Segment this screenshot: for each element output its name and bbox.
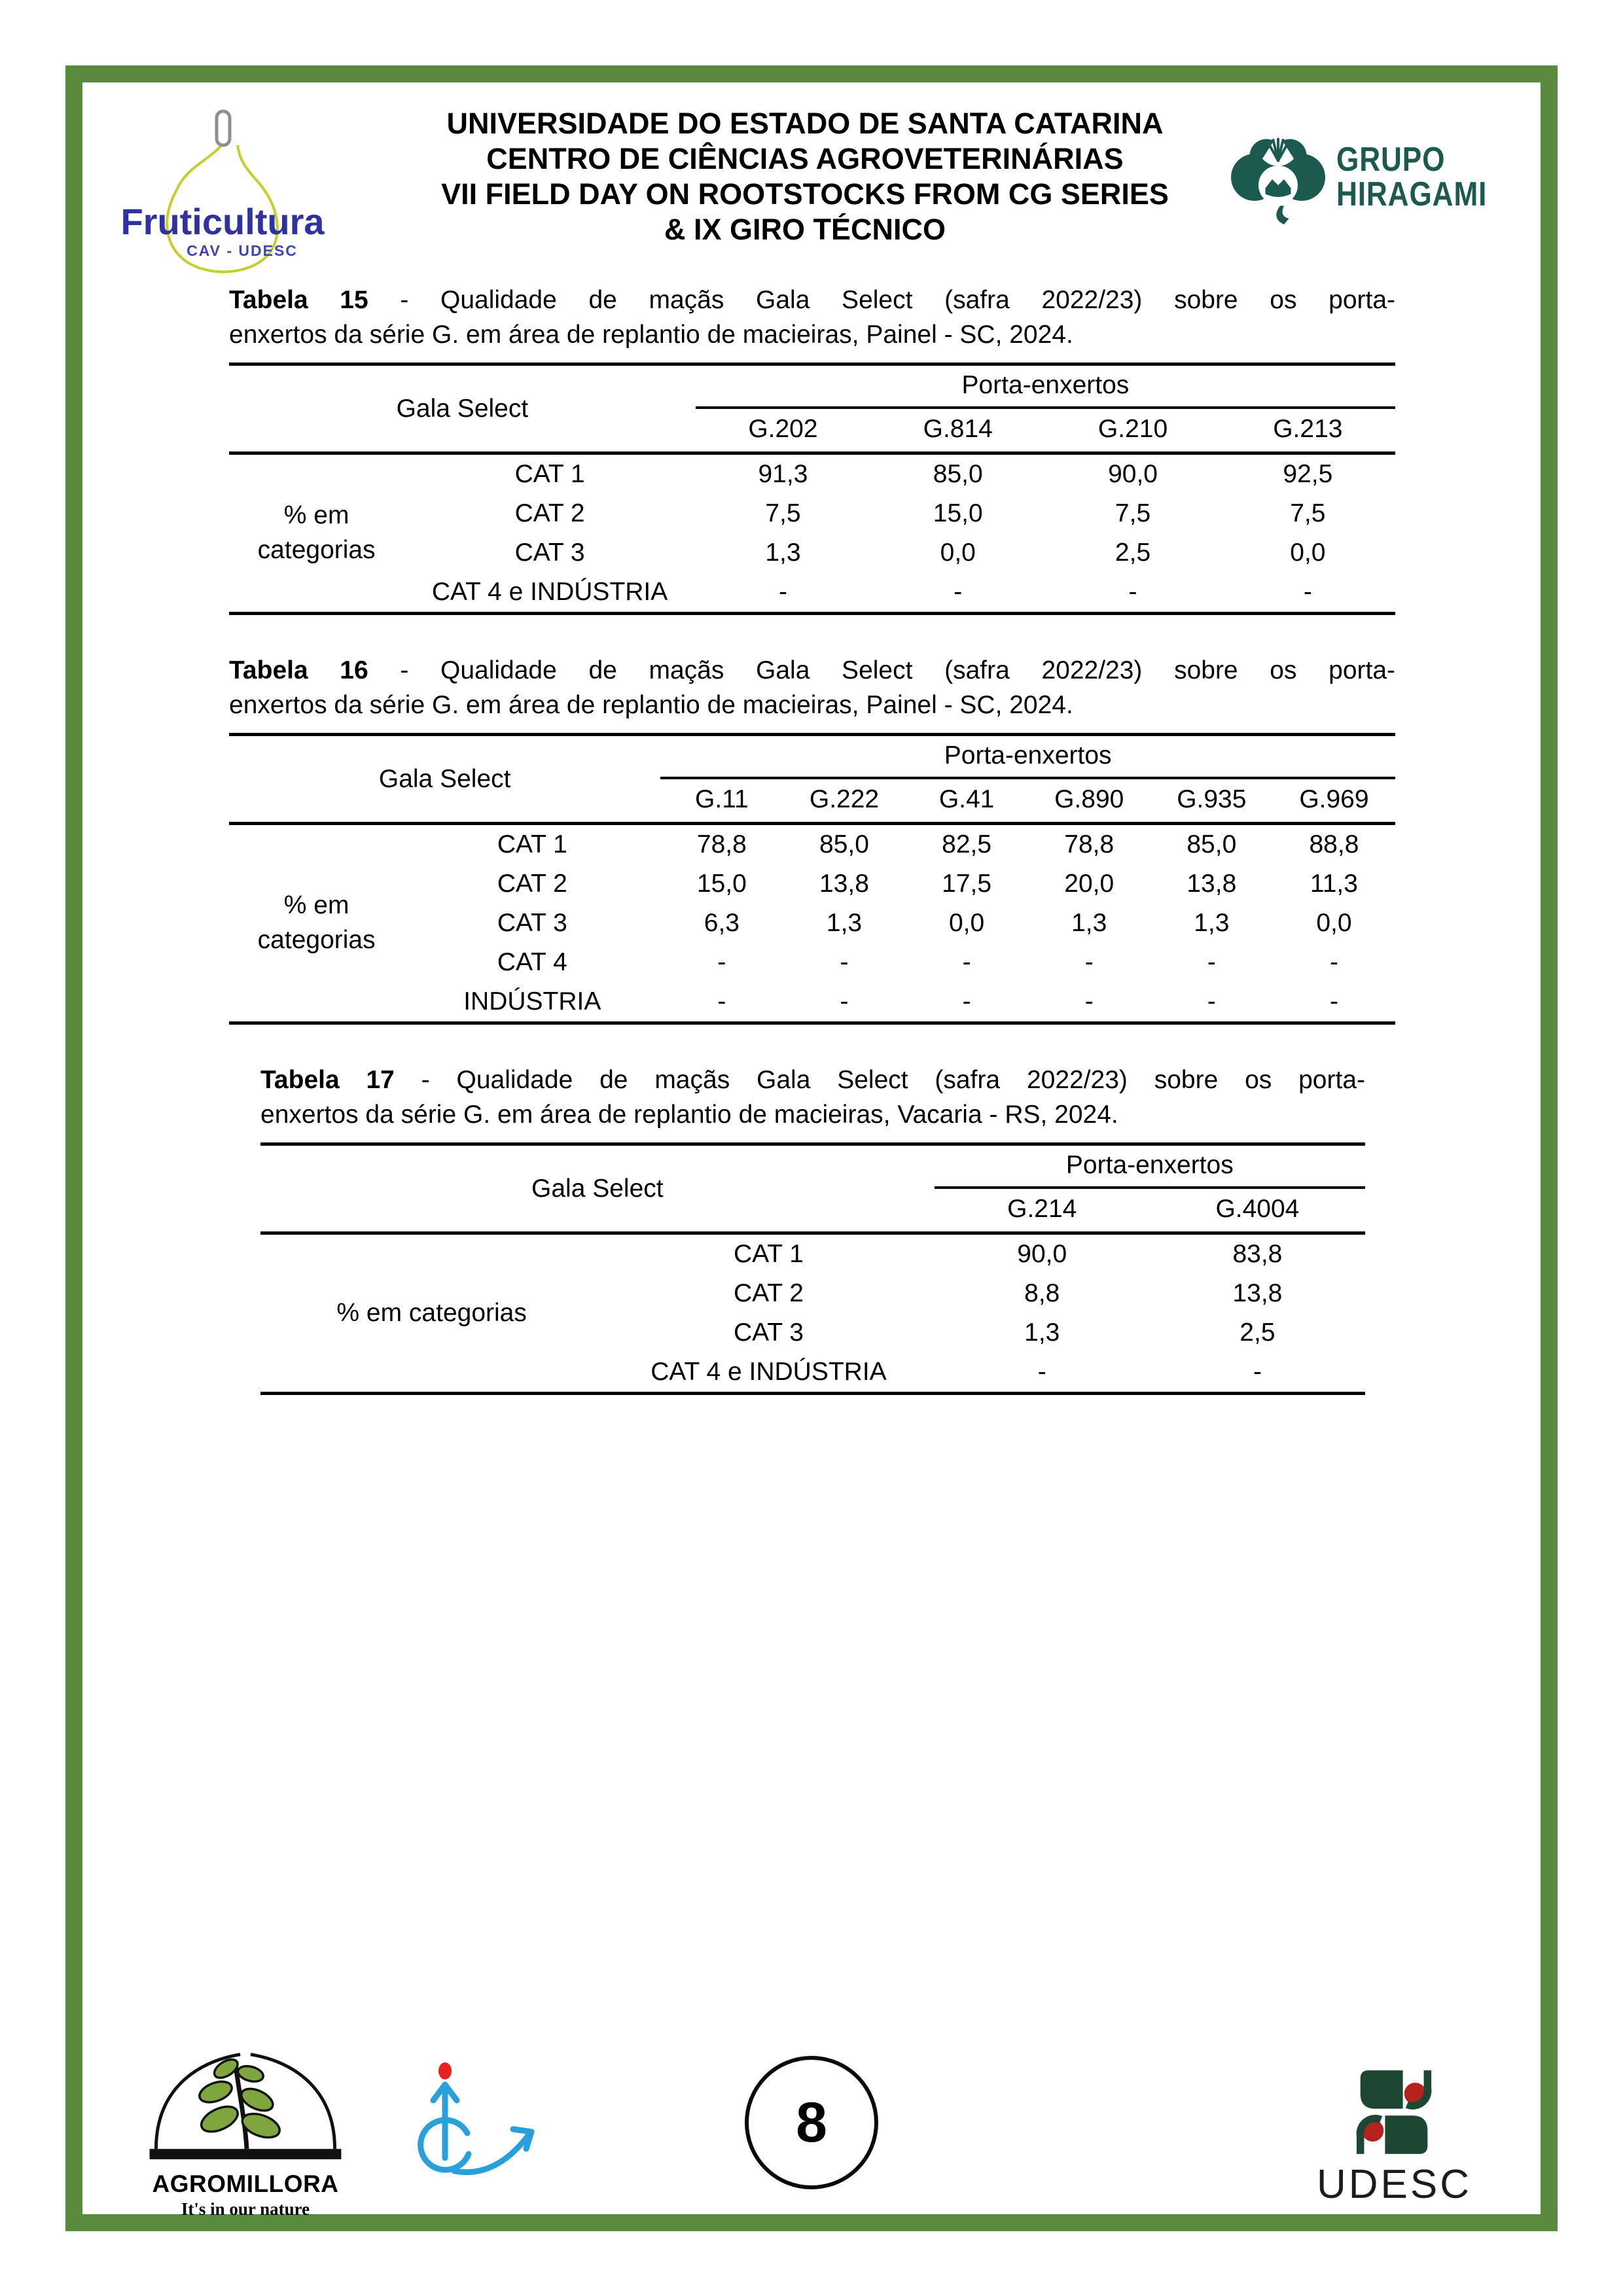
table-17-caption-text1: - Qualidade de maçãs Gala Select (safra 2022/23) sobre os porta-	[394, 1066, 1365, 1094]
value-cell: 2,5	[1240, 1318, 1275, 1347]
udesc-logo	[1317, 2069, 1471, 2208]
value-cell: -	[717, 948, 726, 976]
category-cell: CAT 4 e INDÚSTRIA	[431, 578, 668, 606]
table-15-caption-text1: - Qualidade de maçãs Gala Select (safra 2022/23) sobre os porta-	[368, 286, 1396, 314]
value-cell: 0,0	[940, 539, 976, 567]
value-cell: -	[962, 948, 971, 976]
row-group-cell: % em categorias	[336, 1298, 527, 1327]
value-cell: 78,8	[1064, 830, 1115, 858]
value-cell: 2,5	[1115, 539, 1151, 567]
table-16-caption-text1: - Qualidade de maçãs Gala Select (safra 2022/23) sobre os porta-	[368, 656, 1396, 684]
left-header-cell: Gala Select	[260, 1144, 935, 1233]
column-header-cell: G.213	[1221, 408, 1395, 453]
row-group-cell: % em categorias	[257, 891, 376, 954]
value-cell: 1,3	[826, 909, 863, 937]
table-16-caption-text2: enxertos da série G. em área de replantio de macieiras, Painel - SC, 2024.	[229, 691, 1073, 719]
value-cell: 1,3	[1071, 909, 1107, 937]
table-15	[229, 362, 1395, 615]
value-cell: 11,3	[1310, 870, 1358, 898]
value-cell: 85,0	[933, 460, 983, 488]
header-line-3: VII FIELD DAY ON ROOTSTOCKS FROM CG SERIES	[441, 177, 1169, 211]
column-header-cell: G.214	[935, 1188, 1150, 1233]
value-cell: -	[1329, 948, 1338, 976]
agromillora-tagline: It's in our nature	[181, 2199, 310, 2219]
table-17-caption-number: Tabela 17	[260, 1066, 395, 1094]
value-cell: 0,0	[1290, 539, 1326, 567]
hiragami-title	[1336, 143, 1487, 212]
value-cell: 0,0	[948, 909, 985, 937]
value-cell: -	[1303, 578, 1312, 606]
header-line-1: UNIVERSIDADE DO ESTADO DE SANTA CATARINA	[446, 107, 1164, 140]
group-header-cell: Porta-enxertos	[696, 364, 1395, 408]
value-cell: 83,8	[1232, 1240, 1283, 1268]
group-header-cell: Porta-enxertos	[935, 1144, 1365, 1188]
table-17-block	[260, 1063, 1365, 1395]
value-cell: -	[840, 948, 849, 976]
hiragami-title-line1: GRUPO	[1336, 141, 1446, 179]
left-header-cell: Gala Select	[229, 364, 696, 453]
table-17	[260, 1142, 1365, 1395]
category-cell: CAT 4 e INDÚSTRIA	[651, 1358, 887, 1386]
value-cell: 92,5	[1283, 460, 1333, 488]
value-cell: 7,5	[1290, 499, 1326, 527]
value-cell: 13,8	[819, 870, 869, 898]
category-cell: CAT 1	[733, 1240, 804, 1268]
hiragami-title-line2: HIRAGAMI	[1336, 175, 1488, 213]
value-cell: 1,3	[765, 539, 801, 567]
row-group-cell: % em categorias	[257, 501, 376, 564]
table-16-caption-number: Tabela 16	[229, 656, 368, 684]
value-cell: 17,5	[942, 870, 992, 898]
column-header-cell: G.41	[906, 778, 1028, 824]
value-cell: 0,0	[1316, 909, 1352, 937]
category-cell: CAT 1	[514, 460, 585, 488]
column-header-cell: G.222	[783, 778, 905, 824]
header-line-2: CENTRO DE CIÊNCIAS AGROVETERINÁRIAS	[486, 142, 1124, 175]
value-cell: -	[1329, 987, 1338, 1016]
column-header-cell: G.210	[1045, 408, 1220, 453]
column-header-cell: G.4004	[1150, 1188, 1365, 1233]
column-header-cell: G.814	[870, 408, 1045, 453]
table-15-caption-text2: enxertos da série G. em área de replantio de macieiras, Painel - SC, 2024.	[229, 321, 1073, 349]
value-cell: 15,0	[696, 870, 747, 898]
column-header-cell: G.202	[696, 408, 870, 453]
fruticultura-title: Fruticultura	[120, 201, 325, 242]
value-cell: 90,0	[1108, 460, 1158, 488]
table-row	[229, 904, 1395, 943]
agromillora-title: AGROMILLORA	[152, 2170, 339, 2197]
value-cell: -	[954, 578, 963, 606]
value-cell: 88,8	[1309, 830, 1359, 858]
value-cell: 1,3	[1024, 1318, 1060, 1347]
table-row	[229, 453, 1395, 495]
category-cell: CAT 2	[497, 870, 567, 898]
left-header-cell: Gala Select	[229, 735, 660, 824]
table-row	[229, 573, 1395, 614]
agromillora-logo	[145, 2040, 346, 2219]
value-cell: -	[1084, 948, 1094, 976]
group-header-cell: Porta-enxertos	[660, 735, 1395, 779]
value-cell: 1,3	[1194, 909, 1230, 937]
table-17-caption	[260, 1063, 1365, 1132]
paperclip-icon	[217, 111, 230, 145]
table-15-caption-number: Tabela 15	[229, 286, 368, 314]
value-cell: 13,8	[1232, 1279, 1283, 1307]
value-cell: 15,0	[933, 499, 983, 527]
value-cell: 7,5	[765, 499, 801, 527]
value-cell: 6,3	[704, 909, 740, 937]
hiragami-logo	[1229, 128, 1517, 226]
table-row	[260, 1233, 1365, 1275]
table-15-caption	[229, 283, 1395, 352]
category-cell: CAT 3	[733, 1318, 804, 1347]
page-number-badge	[745, 2056, 878, 2189]
category-cell: CAT 4	[497, 948, 567, 976]
value-cell: 78,8	[696, 830, 747, 858]
growth-doodle-icon	[411, 2060, 548, 2187]
value-cell: -	[1207, 987, 1216, 1016]
page-number: 8	[796, 2091, 827, 2154]
value-cell: 90,0	[1017, 1240, 1067, 1268]
agromillora-plant-icon	[147, 2040, 344, 2163]
table-row	[229, 982, 1395, 1023]
value-cell: 85,0	[819, 830, 869, 858]
table-17-caption-text2: enxertos da série G. em área de replantio de macieiras, Vacaria - RS, 2024.	[260, 1101, 1118, 1129]
category-cell: INDÚSTRIA	[463, 987, 601, 1016]
category-cell: CAT 2	[514, 499, 585, 527]
hiragami-flower-icon	[1229, 128, 1327, 226]
value-cell: -	[962, 987, 971, 1016]
table-row	[229, 494, 1395, 533]
header-title-block	[366, 106, 1243, 247]
value-cell: 20,0	[1064, 870, 1115, 898]
table-16-caption	[229, 653, 1395, 722]
value-cell: -	[1037, 1358, 1046, 1386]
table-row	[229, 824, 1395, 865]
value-cell: 7,5	[1115, 499, 1151, 527]
table-row	[229, 943, 1395, 982]
value-cell: 8,8	[1024, 1279, 1060, 1307]
column-header-cell: G.969	[1273, 778, 1395, 824]
header-line-4: & IX GIRO TÉCNICO	[664, 213, 946, 246]
value-cell: -	[778, 578, 787, 606]
udesc-title: UDESC	[1317, 2162, 1472, 2207]
column-header-cell: G.935	[1150, 778, 1273, 824]
value-cell: 13,8	[1186, 870, 1237, 898]
column-header-cell: G.890	[1028, 778, 1150, 824]
table-row	[229, 533, 1395, 573]
value-cell: 85,0	[1186, 830, 1237, 858]
value-cell: 91,3	[758, 460, 808, 488]
category-cell: CAT 1	[497, 830, 567, 858]
category-cell: CAT 3	[514, 539, 585, 567]
value-cell: -	[840, 987, 849, 1016]
fruticultura-subtitle: CAV - UDESC	[187, 242, 298, 259]
table-row	[229, 864, 1395, 904]
table-16	[229, 733, 1395, 1025]
value-cell: -	[1084, 987, 1094, 1016]
value-cell: -	[1253, 1358, 1262, 1386]
value-cell: -	[1207, 948, 1216, 976]
category-cell: CAT 2	[733, 1279, 804, 1307]
value-cell: 82,5	[942, 830, 992, 858]
column-header-cell: G.11	[660, 778, 783, 824]
udesc-symbol-icon	[1351, 2069, 1437, 2155]
value-cell: -	[1128, 578, 1137, 606]
value-cell: -	[717, 987, 726, 1016]
main-content	[229, 283, 1395, 1433]
fruticultura-logo	[88, 103, 357, 281]
category-cell: CAT 3	[497, 909, 567, 937]
